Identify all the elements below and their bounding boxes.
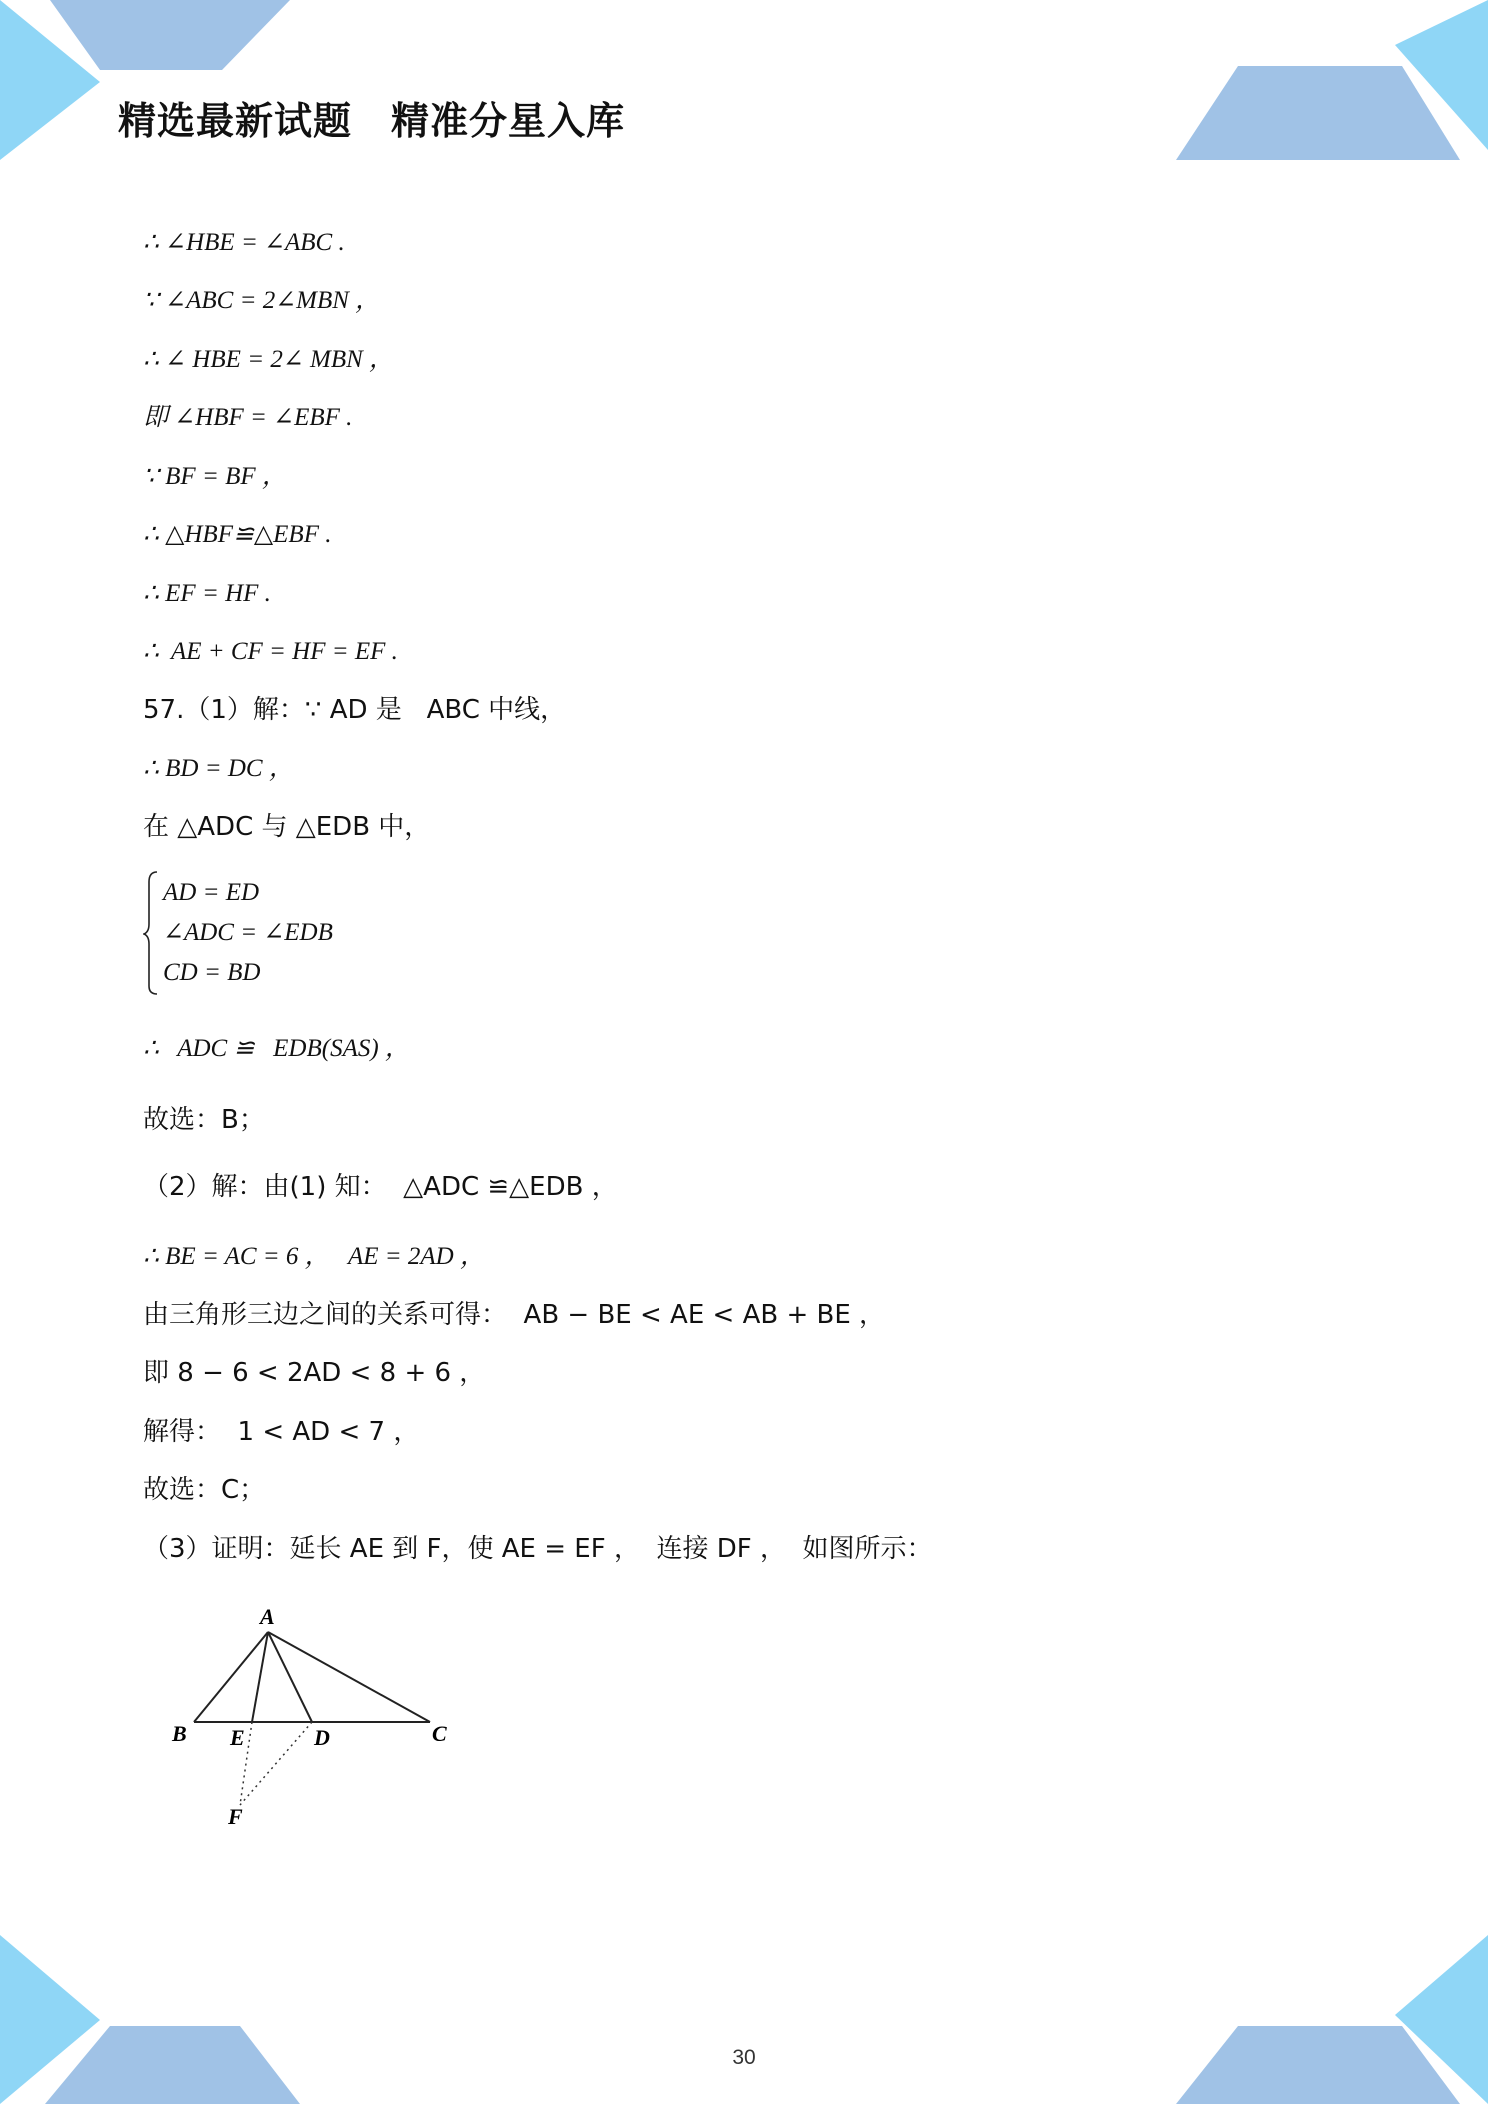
- proof-line: ∴ ∠ HBE = 2∠ MBN ，: [143, 346, 395, 373]
- point-label-f: F: [228, 1804, 243, 1829]
- triangle-figure: [160, 1600, 460, 1840]
- system-equation: AD = ED: [163, 879, 260, 906]
- point-label-e: E: [230, 1725, 245, 1750]
- proof-line: ∵ ∠ABC = 2∠MBN ，: [143, 287, 381, 314]
- proof-line: ∴ BE = AC = 6 ， AE = 2AD ，: [143, 1243, 485, 1270]
- part-3-heading: （3）证明：延长 AE 到 F，使 AE = EF ， 连接 DF ， 如图所示：: [143, 1534, 933, 1564]
- header-title: 精选最新试题 精准分星入库: [118, 99, 626, 143]
- proof-line: 由三角形三边之间的关系可得： AB − BE < AE < AB + BE ，: [143, 1300, 886, 1330]
- top-left-trapezoid-shape: [50, 0, 290, 70]
- proof-line: 即 8 − 6 < 2AD < 8 + 6 ，: [143, 1358, 486, 1388]
- proof-line: ∵ BF = BF ，: [143, 463, 287, 490]
- page-number: 30: [732, 2046, 756, 2069]
- proof-line: ∴ ∠HBE = ∠ABC .: [143, 229, 345, 256]
- proof-line: ∴ △HBF≌△EBF .: [143, 521, 332, 548]
- proof-line: ∴ AE + CF = HF = EF .: [143, 638, 398, 665]
- point-label-c: C: [432, 1721, 447, 1746]
- point-label-b: B: [172, 1721, 187, 1746]
- answer-line: 故选：C；: [143, 1475, 266, 1505]
- proof-line: ∴ EF = HF .: [143, 580, 271, 607]
- answer-line: 故选：B；: [143, 1105, 265, 1135]
- top-right-trapezoid-shape: [1176, 66, 1460, 160]
- proof-line: 解得： 1 < AD < 7 ，: [143, 1417, 420, 1447]
- proof-line: ∴ ADC ≌ EDB(SAS) ，: [143, 1035, 410, 1062]
- part-2-heading: （2）解：由(1) 知： △ADC ≌△EDB ，: [143, 1172, 618, 1202]
- proof-line: 即 ∠HBF = ∠EBF .: [143, 404, 353, 431]
- system-equation: CD = BD: [163, 959, 261, 986]
- proof-line: ∴ BD = DC ，: [143, 755, 294, 782]
- proof-line: 在 △ADC 与 △EDB 中，: [143, 812, 431, 842]
- point-label-d: D: [314, 1725, 330, 1750]
- system-equation: ∠ADC = ∠EDB: [163, 919, 333, 946]
- point-label-a: A: [260, 1604, 275, 1629]
- problem-57-heading: 57.（1）解：∵ AD 是 ABC 中线，: [143, 695, 567, 725]
